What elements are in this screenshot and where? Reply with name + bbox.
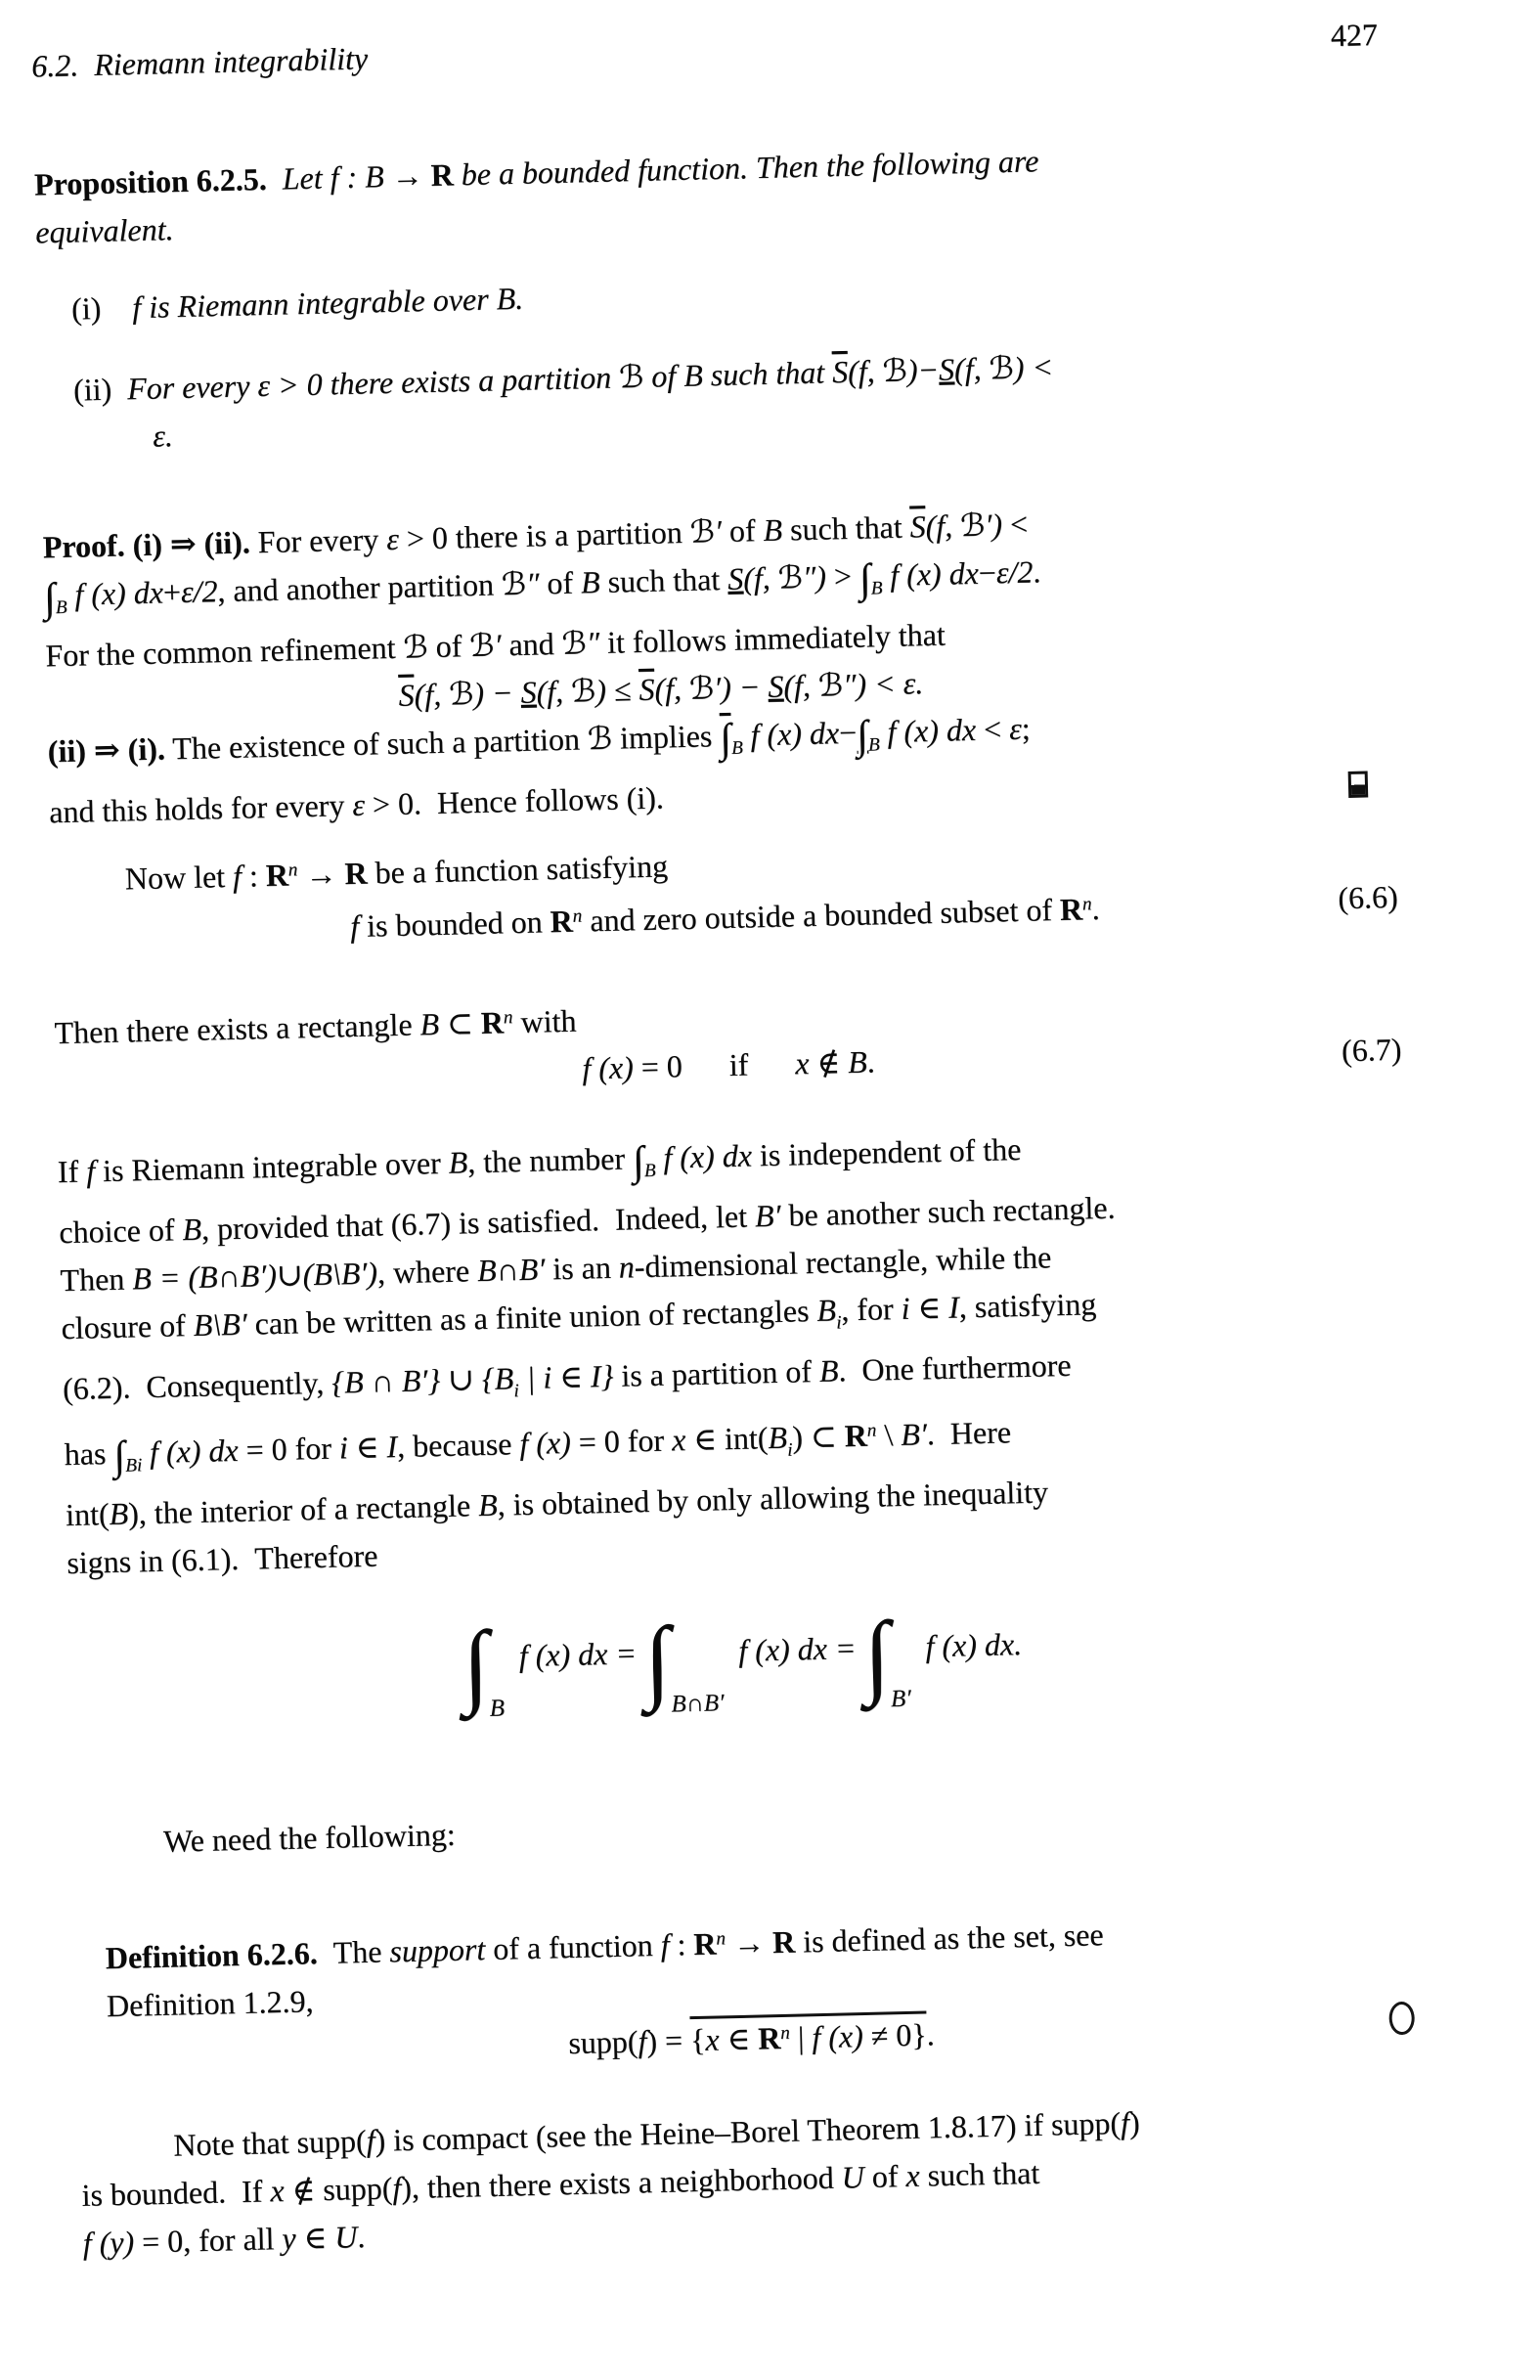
text-run: −: [978, 554, 997, 591]
text-run: ): [1128, 2104, 1141, 2140]
text-run: ε.: [152, 418, 174, 454]
text-run: f: [1120, 2104, 1130, 2141]
text-run: n: [287, 859, 298, 881]
text-run: Definition 6.2.6.: [105, 1935, 319, 1976]
text-run: <: [1001, 506, 1029, 543]
text-run: ) ⊂: [791, 1418, 846, 1455]
text-run: f (x) dx: [881, 554, 980, 594]
text-run: f (x) dx: [66, 574, 164, 612]
text-run: R: [771, 1923, 796, 1961]
text-run: (f, ℬ′) −: [654, 668, 769, 707]
text-run: B′: [900, 1416, 928, 1453]
text-run: is bounded on: [358, 904, 551, 944]
paragraph-we-need: [73, 1788, 1421, 1868]
text-run: Then there exists a rectangle: [54, 1006, 420, 1051]
text-run: >: [825, 557, 860, 595]
paragraph-ii-implies-i-text: [47, 711, 1031, 830]
text-run: ≠ 0}: [862, 2016, 928, 2054]
text-run: f: [349, 907, 360, 945]
text-run: (f, ℬ) ≤: [536, 672, 639, 710]
text-run: is a partition of: [612, 1353, 820, 1393]
text-run: such that: [781, 508, 911, 548]
text-run: f (x) dx =: [503, 1635, 645, 1674]
text-run: , where: [376, 1253, 478, 1291]
text-run: (i): [70, 289, 102, 327]
text-run: be a function satisfying: [367, 848, 669, 891]
text-run: ε: [351, 786, 366, 823]
text-run: = 0 for: [570, 1422, 673, 1461]
text-run: B: [870, 578, 883, 599]
text-run: is bounded. If: [81, 2173, 271, 2214]
text-run: I: [386, 1429, 398, 1465]
text-run: $\overline{S}$: [638, 671, 655, 708]
text-run: Now let: [124, 858, 234, 897]
text-run: B: [182, 1211, 202, 1248]
text-run: ) is compact (see the Heine–Borel Theorem 1.8.17) if supp(: [374, 2105, 1122, 2159]
text-run: implies: [611, 718, 721, 756]
text-run: \: [875, 1417, 902, 1453]
text-run: supp(: [567, 2023, 638, 2061]
text-run: R: [757, 2020, 781, 2056]
paragraph-indent: [81, 2156, 174, 2158]
text-run: B: [815, 1292, 837, 1329]
text-run: x: [269, 2173, 286, 2209]
text-run: ε/2: [180, 573, 218, 610]
text-run: f (x) dx: [879, 711, 977, 750]
text-run: i: [338, 1430, 349, 1466]
text-run: support: [389, 1931, 486, 1969]
text-run: R: [430, 156, 455, 193]
text-run: [111, 371, 128, 406]
text-run: ∫: [642, 1607, 672, 1713]
text-run: x: [904, 2157, 921, 2194]
text-run: Proposition 6.2.5.: [33, 160, 268, 202]
text-run: f (x) dx =: [722, 1630, 864, 1669]
text-run: , and another partition: [217, 566, 503, 609]
text-run: S: [938, 351, 955, 387]
support-formula-period: [926, 2017, 935, 2052]
text-run: and this holds for every: [48, 787, 353, 830]
text-run: B∩B′: [671, 1690, 725, 1718]
text-run: R: [1059, 891, 1083, 928]
text-run: ∉ supp(: [284, 2170, 393, 2209]
text-run: B: [55, 596, 67, 619]
text-run: of: [721, 512, 764, 549]
text-run: if: [682, 1045, 796, 1084]
text-run: f is Riemann integrable over B.: [131, 280, 524, 326]
text-run: ε/2: [995, 553, 1034, 591]
text-run: −: [838, 714, 858, 751]
text-run: > 0 there is a partition: [398, 513, 691, 556]
text-run: For every: [249, 521, 387, 560]
text-run: ∫: [858, 555, 872, 602]
text-run: ∫: [856, 712, 869, 759]
text-run: , is obtained by only allowing the inequality: [497, 1474, 1049, 1522]
text-run: ∉: [809, 1044, 849, 1081]
text-run: Note that supp(: [172, 2123, 368, 2163]
text-run: n: [716, 1928, 726, 1950]
item-ii: [73, 335, 1387, 463]
text-run: signs in (6.1). Therefore: [66, 1537, 378, 1581]
item-i: [71, 254, 1385, 333]
text-run: and: [501, 625, 563, 663]
text-run: +: [162, 574, 182, 610]
text-run: B: [867, 734, 881, 756]
text-run: n: [866, 1420, 877, 1441]
text-run: B: [419, 1005, 440, 1042]
text-run: x: [671, 1422, 686, 1458]
text-run: ), then there exists a neighborhood: [400, 2159, 843, 2206]
note-paragraph-text: [81, 2105, 1140, 2261]
text-run: ∈: [295, 2220, 335, 2256]
text-run: n: [779, 2023, 791, 2045]
text-run: :: [669, 1926, 694, 1962]
text-run: and zero outside a bounded subset of: [581, 892, 1061, 939]
text-run: f (x): [518, 1425, 572, 1462]
text-run: be another such rectangle.: [780, 1189, 1116, 1233]
text-run: $\overline{S}$: [909, 508, 927, 545]
text-run: R: [480, 1004, 505, 1040]
section-title: 6.2. Riemann integrability: [30, 40, 369, 84]
proposition-6-2-5: [34, 129, 1383, 256]
text-run: .: [866, 1043, 876, 1080]
text-run: it follows immediately that: [598, 616, 946, 661]
text-run: y: [282, 2220, 297, 2257]
text-run: B: [730, 737, 744, 759]
text-run: , the number: [466, 1140, 634, 1180]
text-run: R: [844, 1417, 868, 1454]
text-run: f (x) dx: [141, 1432, 240, 1471]
text-run: choice of: [58, 1212, 183, 1251]
text-run: i: [786, 1439, 793, 1461]
text-run: f: [232, 858, 242, 894]
text-run: > 0. Hence follows (i).: [364, 779, 665, 822]
text-run: of: [863, 2158, 906, 2195]
text-run: is defined as the set, see: [794, 1917, 1104, 1960]
text-run: (ii) ⇒ (i).: [47, 730, 166, 770]
text-run: ∫: [112, 1432, 126, 1479]
text-run: B = (B∩B′)∪(B\B′): [131, 1255, 378, 1297]
text-run: B\B′: [193, 1305, 248, 1344]
text-run: , because: [396, 1426, 520, 1465]
text-run: (f, ℬ)−: [847, 351, 940, 389]
text-run: S: [726, 560, 744, 596]
text-run: Then: [60, 1260, 133, 1299]
text-run: ∫: [462, 1610, 490, 1717]
text-run: We need the following:: [162, 1817, 457, 1860]
text-run: .: [356, 2219, 366, 2255]
text-run: ∈: [347, 1429, 387, 1466]
text-run: f: [85, 1153, 96, 1189]
text-run: ∫: [632, 1137, 645, 1185]
text-run: For every ε > 0 there exists a partition ℬ of B such that: [126, 354, 833, 407]
text-run: B: [489, 1695, 506, 1723]
text-run: , provided that (6.7) is satisfied. Indeed, let: [200, 1198, 756, 1247]
text-run: R: [344, 855, 369, 892]
text-run: B′: [754, 1197, 781, 1234]
text-run: f: [660, 1926, 670, 1963]
display-formula-integrals: [67, 1556, 1419, 1802]
text-run: . Here: [926, 1414, 1012, 1452]
text-run: (ii): [72, 371, 112, 408]
text-run: .: [1032, 553, 1041, 590]
equation-6-7-number: (6.7): [1341, 1031, 1402, 1069]
text-run: with: [512, 1002, 577, 1040]
text-run: B: [818, 1352, 839, 1389]
text-run: ∫: [719, 715, 732, 763]
support-formula-lhs: [568, 2022, 691, 2060]
text-run: (f, ℬ) −: [414, 674, 522, 713]
text-run: of: [538, 564, 582, 601]
text-run: ℬ′: [468, 627, 502, 664]
text-run: ∈ int(: [684, 1420, 769, 1458]
page-number: 427: [1330, 17, 1379, 54]
text-run: i: [901, 1290, 910, 1326]
text-run: S: [767, 668, 784, 704]
text-run: B: [580, 563, 601, 600]
text-run: {B ∩ B′} ∪ {B: [330, 1360, 514, 1400]
text-run: ∈: [909, 1289, 949, 1326]
text-run: B: [847, 1043, 868, 1080]
text-run: Let f : B →: [266, 156, 432, 197]
main-paragraph: [57, 1117, 1413, 1588]
text-run: = 0 for: [238, 1430, 340, 1469]
text-run: B: [763, 511, 783, 548]
text-run: |: [789, 2019, 813, 2055]
text-run: R: [550, 903, 574, 940]
text-run: B: [477, 1486, 499, 1523]
equation-6-6-number: (6.6): [1337, 878, 1399, 916]
text-run: U: [333, 2219, 358, 2256]
text-run: f (x): [811, 2018, 864, 2055]
text-run: ∫: [862, 1602, 892, 1707]
text-run: n: [1081, 894, 1092, 915]
text-run: is Riemann integrable over: [94, 1144, 450, 1189]
text-run: ℬ′: [689, 513, 723, 550]
text-run: <: [975, 711, 1010, 747]
equation-6-7-text: [582, 1043, 875, 1085]
text-run: B: [448, 1144, 468, 1180]
text-run: (f, ℬ″) < ε.: [782, 665, 924, 704]
text-run: f (x) dx: [654, 1137, 753, 1175]
text-run: ∈: [719, 2020, 759, 2057]
text-run: | i ∈ I}: [518, 1358, 614, 1396]
qed-box-icon: [1348, 771, 1369, 798]
text-run: S: [520, 674, 538, 710]
text-run: = 0: [633, 1048, 683, 1085]
text-run: →: [725, 1924, 773, 1961]
text-run: equivalent.: [34, 211, 174, 250]
text-run: R: [265, 857, 289, 894]
running-header: [31, 11, 1379, 90]
text-run: has: [64, 1435, 114, 1473]
proof-paragraph: [42, 492, 1391, 680]
text-run: f (x) dx: [742, 715, 840, 753]
text-run: :: [241, 858, 267, 894]
text-run: such that: [919, 2155, 1040, 2193]
text-run: ε: [385, 520, 400, 557]
note-paragraph: [80, 2093, 1430, 2268]
text-run: f (x): [581, 1049, 635, 1086]
text-run: , for: [840, 1290, 902, 1328]
text-run: For the common refinement: [45, 629, 404, 674]
text-run: int(: [65, 1496, 110, 1533]
text-run: (f, ℬ′): [925, 507, 1003, 545]
text-run: x: [704, 2021, 720, 2058]
text-run: f: [391, 2170, 402, 2206]
text-run: If: [57, 1153, 87, 1190]
text-run: closure of: [61, 1307, 195, 1346]
text-run: ℬ″: [501, 565, 540, 602]
text-run: such that: [599, 560, 728, 599]
text-run: ∫: [43, 574, 57, 622]
text-run: ℬ″: [561, 625, 600, 661]
text-run: B′: [890, 1686, 912, 1713]
text-run: ), the interior of a rectangle: [127, 1487, 479, 1531]
text-run: $\overline{S}$: [398, 677, 416, 713]
text-run: .: [926, 2016, 936, 2052]
text-run: be a bounded function. Then the following are: [453, 143, 1039, 193]
text-run: Bi: [125, 1455, 143, 1476]
text-run: i: [513, 1381, 520, 1402]
text-run: ;: [1021, 710, 1032, 746]
text-run: of a function: [484, 1927, 662, 1967]
text-run: [101, 289, 133, 326]
text-run: i: [836, 1312, 842, 1334]
text-run: B: [767, 1419, 788, 1456]
text-run: f (x) dx.: [909, 1626, 1023, 1665]
text-run: →: [297, 856, 345, 893]
text-run: ℬ: [587, 720, 613, 757]
text-run: f: [366, 2123, 375, 2159]
end-of-definition-circle-icon: [1388, 2002, 1415, 2036]
text-run: f: [638, 2023, 647, 2059]
text-run: , satisfying: [958, 1286, 1097, 1325]
text-run: of: [427, 628, 470, 665]
text-run: I: [947, 1289, 960, 1325]
text-run: (f, ℬ) <: [953, 348, 1054, 387]
text-run: can be written as a finite union of rectangles: [246, 1293, 817, 1342]
text-run: U: [841, 2159, 865, 2195]
text-run: $\overline{S}$: [831, 353, 849, 390]
text-run: Proof. (i) ⇒ (ii).: [42, 524, 251, 565]
text-run: is an: [544, 1249, 620, 1287]
text-run: The: [317, 1933, 390, 1971]
text-run: = 0, for all: [133, 2221, 283, 2260]
text-run: x: [794, 1045, 810, 1081]
text-run: ) =: [645, 2022, 691, 2059]
text-run: R: [692, 1925, 717, 1962]
text-run: {: [689, 2022, 706, 2058]
text-run: n: [503, 1007, 513, 1029]
text-run: B∩B′: [476, 1251, 546, 1289]
equation-6-6-text: [350, 891, 1100, 944]
text-run: . One furthermore: [838, 1346, 1072, 1388]
text-run: ⊂: [438, 1004, 482, 1041]
text-run: ℬ: [403, 629, 429, 665]
text-run: (f, ℬ″): [742, 558, 827, 596]
text-run: -dimensional rectangle, while the: [634, 1239, 1052, 1285]
support-formula-closure-set: [689, 2011, 927, 2058]
text-run: n: [572, 905, 583, 927]
text-run: n: [618, 1249, 636, 1285]
text-run: Definition 1.2.9,: [106, 1983, 314, 2024]
text-run: f (y): [82, 2224, 135, 2262]
text-run: ε: [1008, 710, 1023, 747]
text-run: B: [109, 1495, 129, 1532]
text-run: (6.2). Consequently,: [62, 1364, 332, 1407]
text-run: B: [643, 1160, 656, 1182]
text-run: is independent of the: [751, 1130, 1022, 1173]
text-run: .: [1091, 891, 1101, 927]
text-run: The existence of such a partition: [164, 721, 589, 767]
